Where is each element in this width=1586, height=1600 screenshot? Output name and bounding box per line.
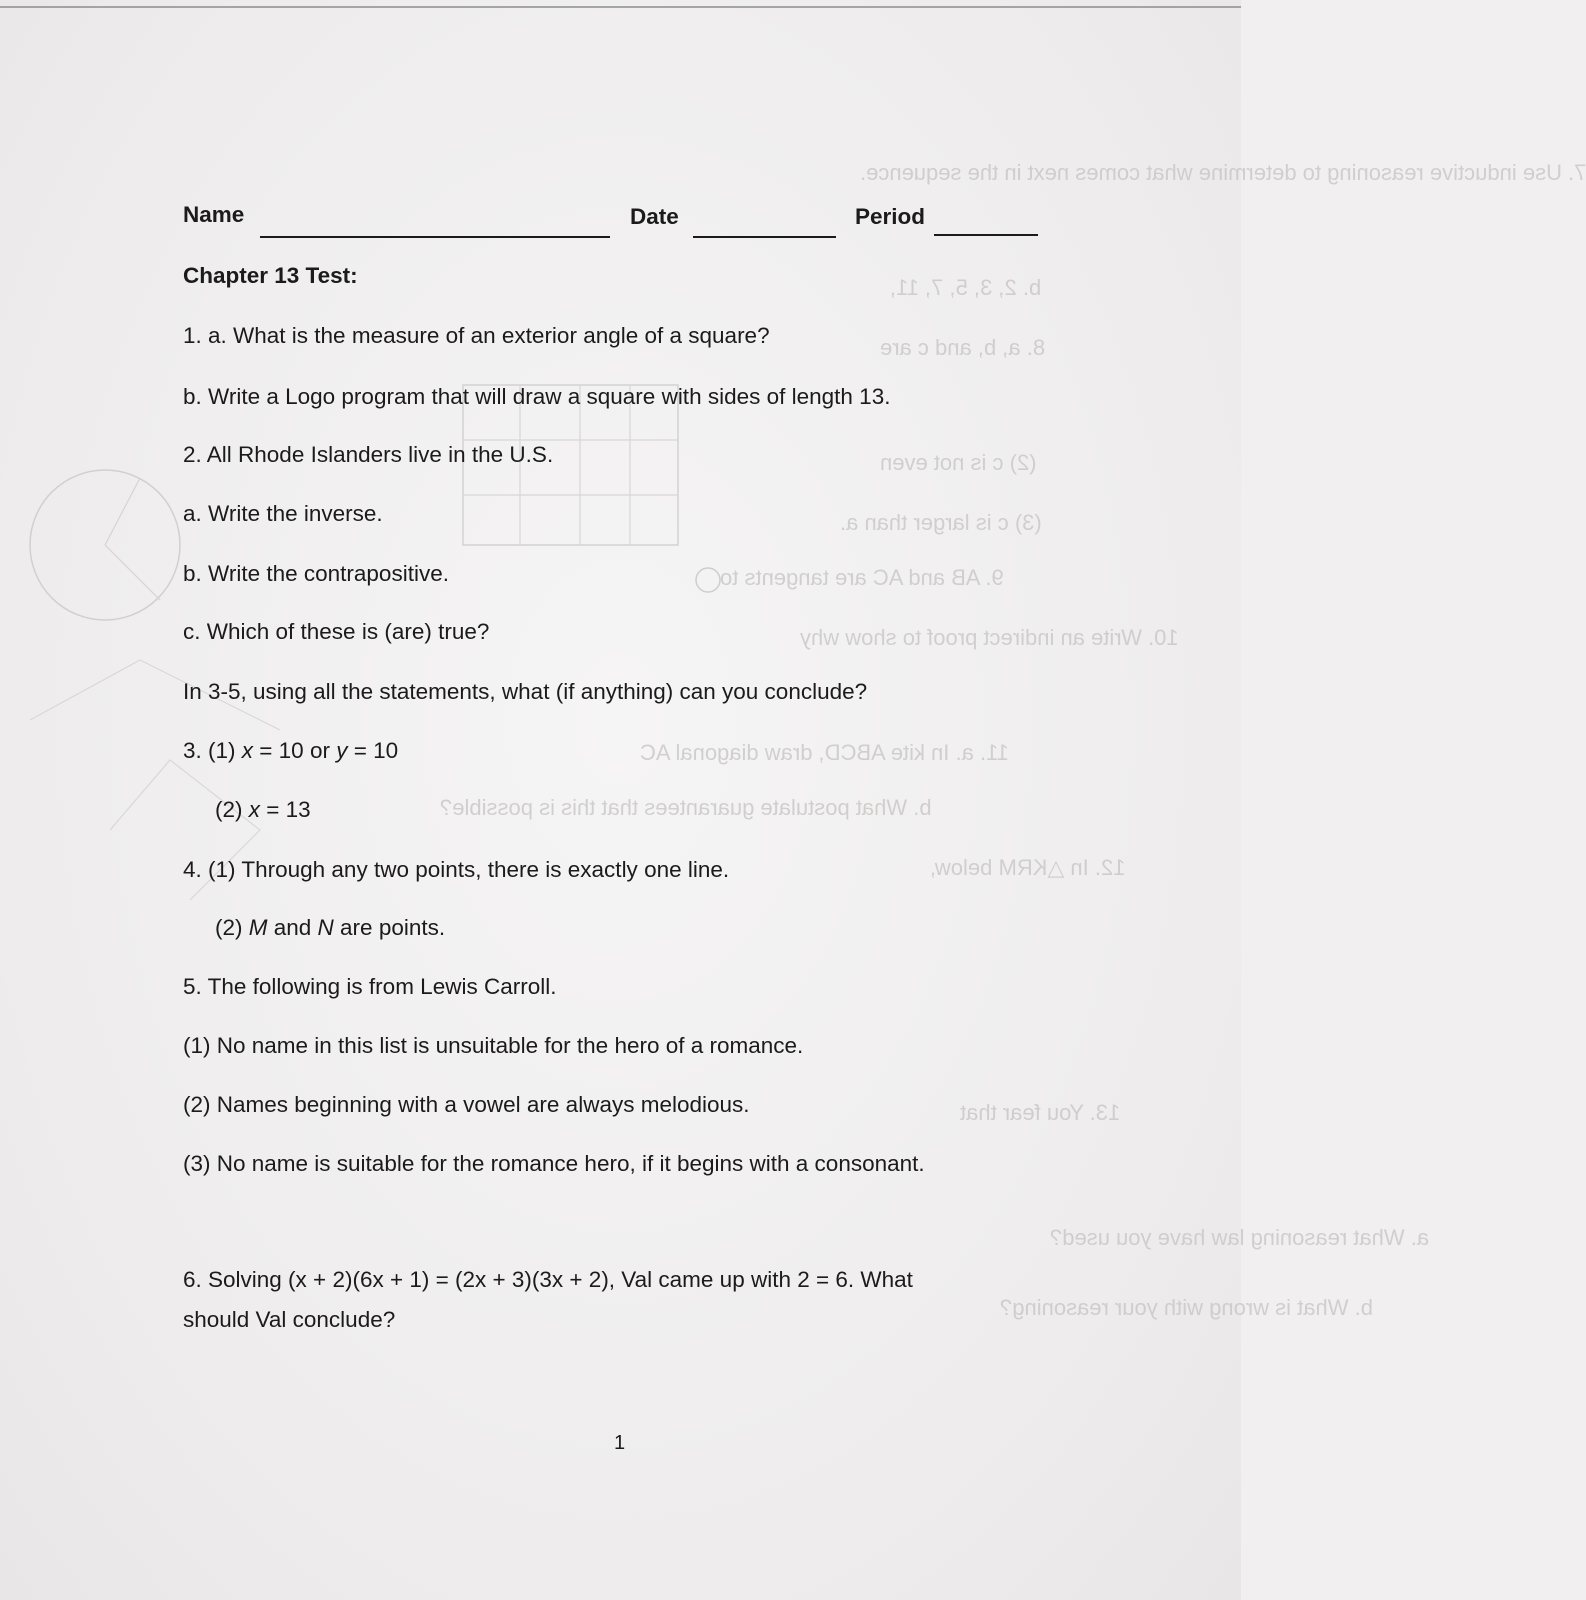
page-title: Chapter 13 Test: (183, 263, 358, 288)
q4-2-and: and (267, 915, 318, 940)
question-3-statement-1 (183, 737, 398, 765)
question-4-statement-2 (215, 914, 445, 942)
period-label: Period (855, 204, 926, 229)
var-m: M (248, 915, 268, 940)
question-2: 2. All Rhode Islanders live in the U.S. (183, 442, 554, 467)
question-1b: b. Write a Logo program that will draw a square with sides of length 13. (183, 384, 891, 409)
name-field[interactable] (260, 236, 610, 238)
question-4-statement-1: 4. (1) Through any two points, there is exactly one line. (183, 857, 730, 882)
bleed-text: 12. In △KRM below, (930, 855, 1126, 880)
var-n: N (317, 915, 334, 940)
bleed-text: 10. Write an indirect proof to show why (800, 625, 1179, 650)
var-y: y (336, 738, 348, 763)
bleed-text: b. What postulate guarantees that this is possible? (440, 795, 932, 820)
question-5-statement-1: (1) No name in this list is unsuitable for the hero of a romance. (183, 1033, 804, 1058)
bleed-text: 8. a, b, and c are (880, 335, 1046, 360)
question-2a: a. Write the inverse. (183, 501, 383, 526)
question-6-line-2: should Val conclude? (183, 1307, 396, 1332)
q3-2-prefix: (2) (215, 797, 249, 822)
bleed-text: 7. Use inductive reasoning to determine what comes next in the sequence. (860, 160, 1586, 185)
q4-2-end: are points. (333, 915, 446, 940)
q3-prefix: 3. (1) (183, 738, 242, 763)
bleed-text: a. What reasoning law have you used? (1050, 1225, 1430, 1250)
question-6-line-1: 6. Solving (x + 2)(6x + 1) = (2x + 3)(3x + 2), Val came up with 2 = 6. What (183, 1267, 913, 1292)
name-label: Name (183, 202, 245, 227)
period-field[interactable] (934, 234, 1038, 236)
question-2c: c. Which of these is (are) true? (183, 619, 490, 644)
bleed-text: (2) c is not even (880, 450, 1037, 475)
question-5-statement-2: (2) Names beginning with a vowel are always melodious. (183, 1092, 750, 1117)
bleed-text: 11. a. In kite ABCD, draw diagonal AC (640, 740, 1009, 765)
q3-2-end: = 13 (260, 797, 311, 822)
q3-end: = 10 (347, 738, 399, 763)
bleed-text: (3) c is larger than a. (840, 510, 1042, 535)
instructions-3-5: In 3-5, using all the statements, what (if anything) can you conclude? (183, 679, 868, 704)
question-3-statement-2 (215, 796, 311, 824)
date-field[interactable] (693, 236, 836, 238)
question-1a: 1. a. What is the measure of an exterior angle of a square? (183, 323, 770, 348)
q3-mid: = 10 or (253, 738, 337, 763)
question-5: 5. The following is from Lewis Carroll. (183, 974, 557, 999)
page-number: 1 (614, 1432, 626, 1454)
question-2b: b. Write the contrapositive. (183, 561, 449, 586)
question-5-statement-3: (3) No name is suitable for the romance hero, if it begins with a consonant. (183, 1151, 925, 1176)
var-x: x (241, 738, 254, 763)
bleed-text: b. 2, 3, 5, 7, 11, (890, 275, 1042, 300)
bleed-text: 9. AB and AC are tangents to (720, 565, 1004, 590)
q4-2-prefix: (2) (215, 915, 249, 940)
date-label: Date (630, 204, 679, 229)
bleed-text: b. What is wrong with your reasoning? (1000, 1295, 1373, 1320)
var-x: x (248, 797, 260, 822)
bleed-text: 13. You fear that (960, 1100, 1121, 1125)
